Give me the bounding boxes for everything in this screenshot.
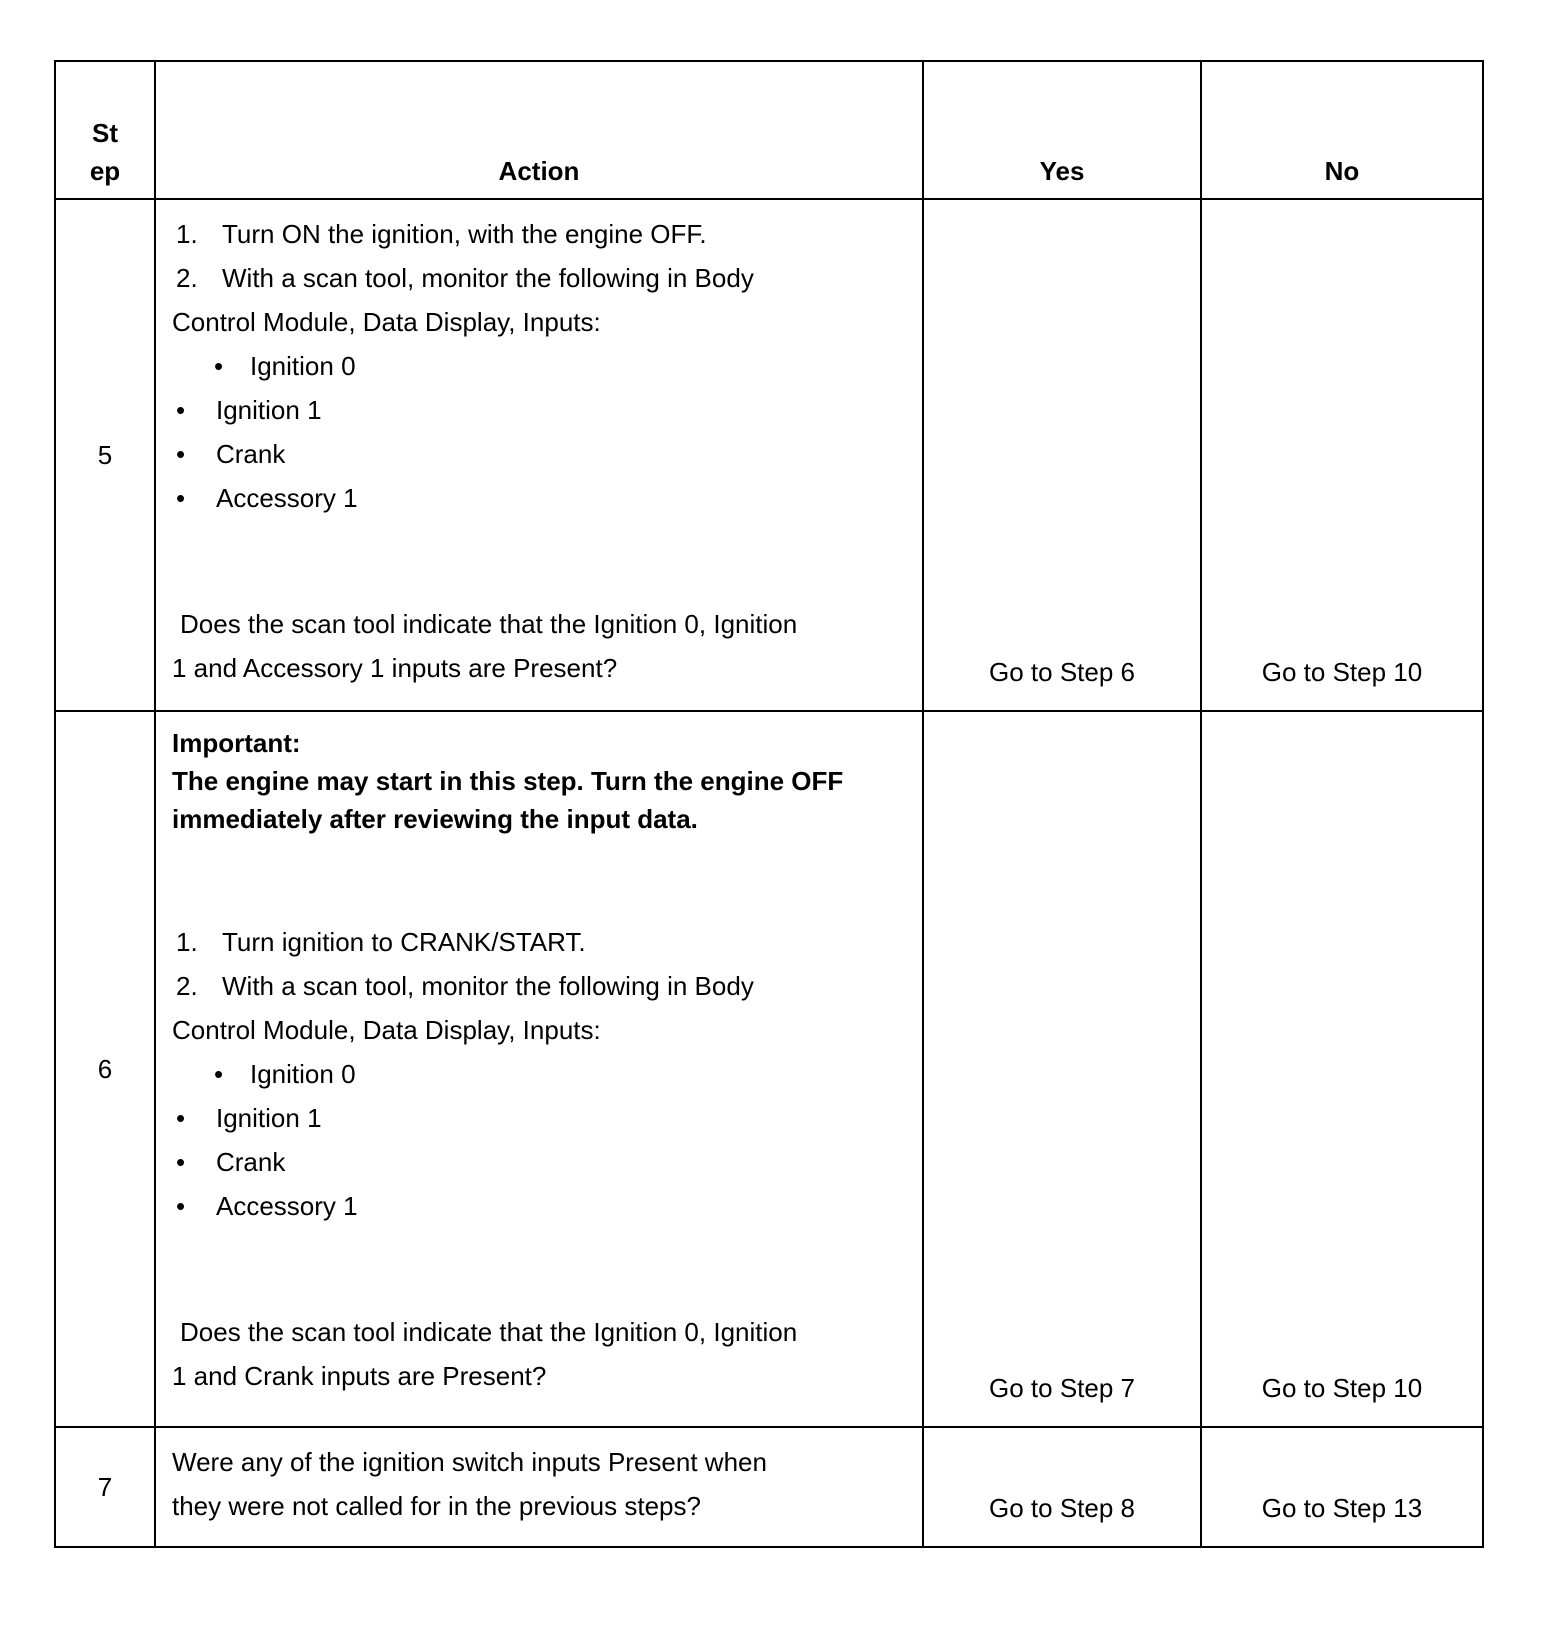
continuation-text: Control Module, Data Display, Inputs: <box>172 307 601 337</box>
yes-cell: Go to Step 8 <box>923 1427 1201 1547</box>
bullet-item: • Ignition 1 <box>176 395 322 425</box>
action-cell <box>155 199 923 711</box>
bullet-item: • Accessory 1 <box>176 1191 358 1221</box>
list-item: 1. Turn ON the ignition, with the engine OFF. <box>176 219 707 249</box>
question-line: Does the scan tool indicate that the Ignition 0, Ignition <box>180 1317 798 1347</box>
no-cell: Go to Step 13 <box>1201 1427 1483 1547</box>
yes-cell: Go to Step 7 <box>923 711 1201 1427</box>
question-line: Does the scan tool indicate that the Ignition 0, Ignition <box>180 609 798 639</box>
no-cell: Go to Step 10 <box>1201 711 1483 1427</box>
important-text: immediately after reviewing the input data. <box>172 804 698 834</box>
list-item: 1. Turn ignition to CRANK/START. <box>176 927 586 957</box>
header-row <box>55 61 1483 199</box>
bullet-item: • Ignition 1 <box>176 1103 322 1133</box>
important-text: The engine may start in this step. Turn the engine OFF <box>172 766 844 796</box>
step-number: 6 <box>55 711 155 1427</box>
list-item: 2. With a scan tool, monitor the following in Body <box>176 263 754 293</box>
step-number: 5 <box>55 199 155 711</box>
question-line: they were not called for in the previous steps? <box>172 1491 701 1521</box>
header-step <box>55 61 155 199</box>
step-number: 7 <box>55 1427 155 1547</box>
question-line: 1 and Crank inputs are Present? <box>172 1361 547 1391</box>
bullet-item: • Crank <box>176 439 286 469</box>
no-cell: Go to Step 10 <box>1201 199 1483 711</box>
bullet-item: • Accessory 1 <box>176 483 358 513</box>
table-row <box>55 1427 1483 1547</box>
continuation-text: Control Module, Data Display, Inputs: <box>172 1015 601 1045</box>
header-action: Action <box>155 61 923 199</box>
table-row <box>55 199 1483 711</box>
action-cell <box>155 711 923 1427</box>
important-label: Important: <box>172 728 301 758</box>
header-step-line2: ep <box>89 156 121 186</box>
table-row <box>55 711 1483 1427</box>
bullet-item: • Ignition 0 <box>214 1059 356 1089</box>
header-yes: Yes <box>923 61 1201 199</box>
question-line: Were any of the ignition switch inputs Present when <box>172 1447 767 1477</box>
header-no: No <box>1201 61 1483 199</box>
bullet-item: • Crank <box>176 1147 286 1177</box>
list-item: 2. With a scan tool, monitor the following in Body <box>176 971 754 1001</box>
action-cell <box>155 1427 923 1547</box>
question-line: 1 and Accessory 1 inputs are Present? <box>172 653 618 683</box>
bullet-item: • Ignition 0 <box>214 351 356 381</box>
diagnostic-table <box>54 60 1484 1548</box>
yes-cell: Go to Step 6 <box>923 199 1201 711</box>
header-step-line1: St <box>92 118 118 148</box>
